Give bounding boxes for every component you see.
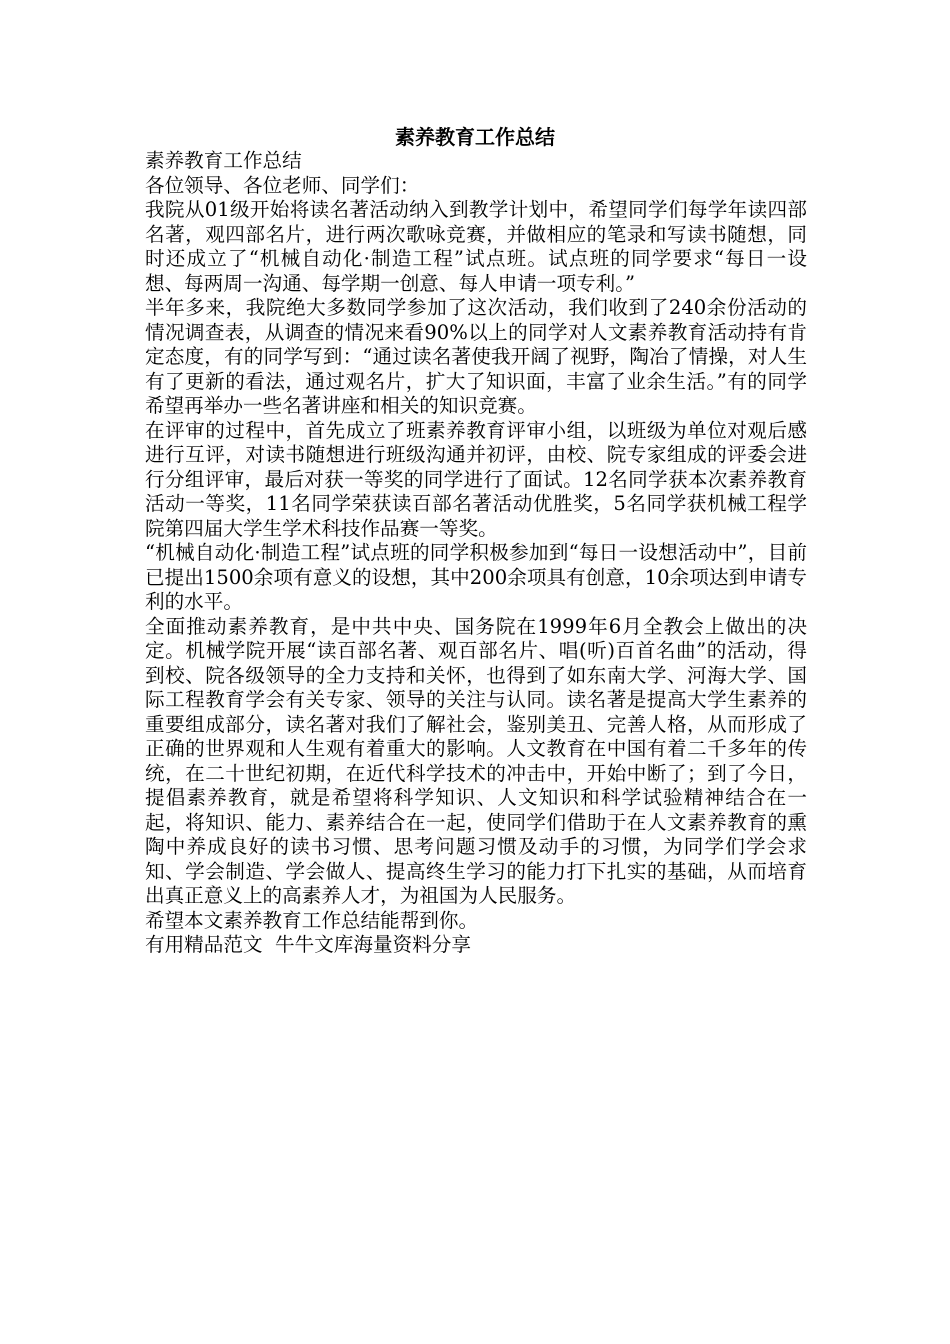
salutation: 各位领导、各位老师、同学们：	[145, 173, 420, 197]
closing-line: 希望本文素养教育工作总结能帮到你。	[145, 908, 479, 932]
paragraph-review: 在评审的过程中，首先成立了班素养教育评审小组，以班级为单位对观后感进行互评，对读书随想进行班级沟通并初评，由校、院专家组成的评委会进行分组评审，最后对获一等奖的同学进行了面试。12名同学获本次素养教育活动一等奖，11名同学荣获读百部名著活动优胜奖，5名同学获机械工程学院第四届大学生学术科技作品赛一等奖。	[145, 418, 807, 540]
document-body	[145, 149, 807, 958]
paragraph-promotion: 全面推动素养教育，是中共中央、国务院在1999年6月全教会上做出的决定。机械学院开展“读百部名著、观百部名片、唱(听)百首名曲”的活动，得到校、院各级领导的全力支持和关怀，也得到了如东南大学、河海大学、国际工程教育学会有关专家、领导的关注与认同。读名著是提高大学生素养的重要组成部分，读名著对我们了解社会，鉴别美丑、完善人格，从而形成了正确的世界观和人生观有着重大的影响。人文教育在中国有着二千多年的传统，在二十世纪初期，在近代科学技术的冲击中，开始中断了；到了今日，提倡素养教育，就是希望将科学知识、人文知识和科学试验精神结合在一起，将知识、能力、素养结合在一起，使同学们借助于在人文素养教育的熏陶中养成良好的读书习惯、思考问题习惯及动手的习惯，为同学们学会求知、学会制造、学会做人、提高终生学习的能力打下扎实的基础，从而培育出真正意义上的高素养人才，为祖国为人民服务。	[145, 614, 807, 907]
paragraph-intro: 我院从01级开始将读名著活动纳入到教学计划中，希望同学们每学年读四部名著，观四部名片，进行两次歌咏竞赛，并做相应的笔录和写读书随想，同时还成立了“机械自动化·制造工程”试点班。试点班的同学要求“每日一设想、每两周一沟通、每学期一创意、每人申请一项专利。”	[145, 198, 807, 295]
paragraph-survey: 半年多来，我院绝大多数同学参加了这次活动，我们收到了240余份活动的情况调查表，从调查的情况来看90%以上的同学对人文素养教育活动持有肯定态度，有的同学写到：“通过读名著使我开阔了视野，陶冶了情操，对人生有了更新的看法，通过观名片，扩大了知识面，丰富了业余生活。”有的同学希望再举办一些名著讲座和相关的知识竞赛。	[145, 296, 807, 417]
subtitle-line: 素养教育工作总结	[145, 149, 302, 172]
paragraph-pilot-class: “机械自动化·制造工程”试点班的同学积极参加到“每日一设想活动中”，目前已提出1500余项有意义的设想，其中200余项具有创意，10余项达到申请专利的水平。	[145, 541, 807, 613]
footer-note: 有用精品范文 牛牛文库海量资料分享	[145, 933, 471, 956]
document-title: 素养教育工作总结	[395, 125, 555, 149]
